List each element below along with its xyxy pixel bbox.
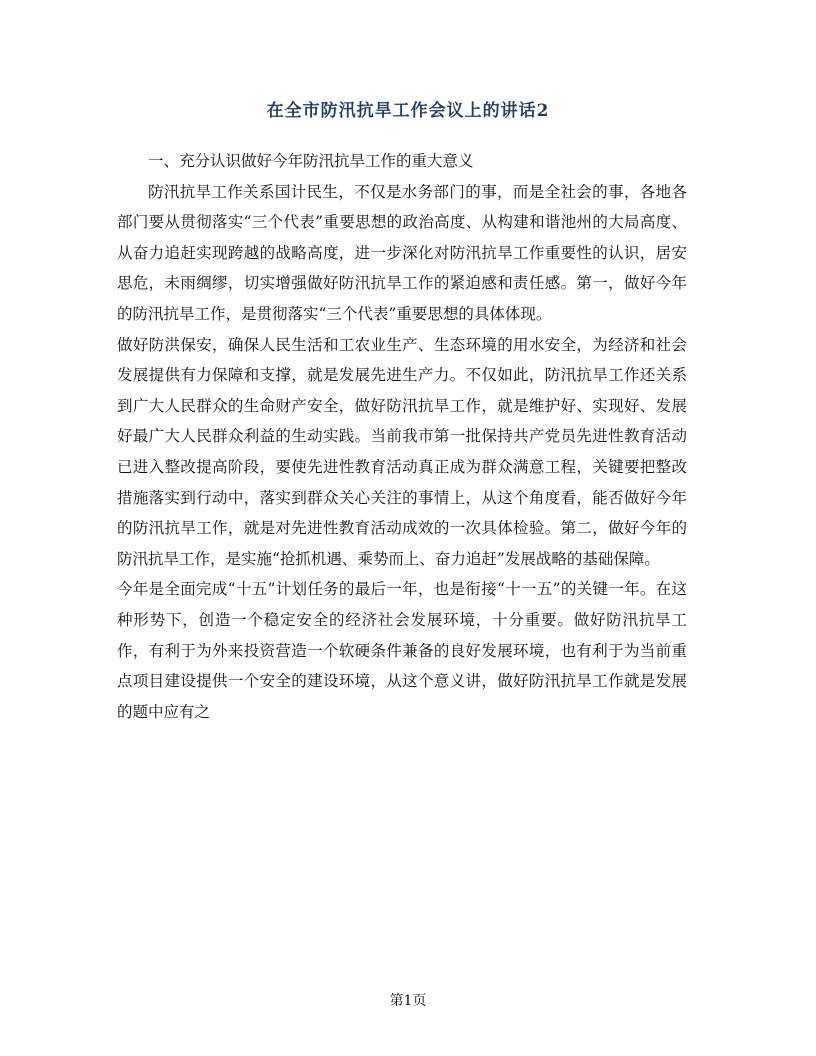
paragraph-2: 做好防洪保安，确保人民生活和工农业生产、生态环境的用水安全，为经济和社会发展提供有力保障和支撑，就是发展先进生产力。不仅如此，防汛抗旱工作还关系到广大人民群众的生命财产安全，做好防汛抗旱工作，就是维护好、实现好、发展好最广大人民群众利益的生动实践。当前我市第一批保持共产党员先进性教育活动已进入整改提高阶段，要使先进性教育活动真正成为群众满意工程，关键要把整改措施落实到行动中，落实到群众关心关注的事情上，从这个角度看，能否做好今年的防汛抗旱工作，就是对先进性教育活动成效的一次具体检验。第二，做好今年的防汛抗旱工作，是实施“抢抓机遇、乘势而上、奋力追赶”发展战略的基础保障。: [117, 335, 687, 568]
document-body: [117, 146, 687, 727]
document-title: 在全市防汛抗旱工作会议上的讲话2: [266, 101, 550, 121]
section-heading: 一、充分认识做好今年防汛抗旱工作的重大意义: [148, 152, 474, 170]
paragraph-1: 防汛抗旱工作关系国计民生，不仅是水务部门的事，而是全社会的事，各地各部门要从贯彻落实“三个代表”重要思想的政治高度、从构建和谐池州的大局高度、从奋力追赶实现跨越的战略高度，进一步深化对防汛抗旱工作重要性的认识，居安思危，未雨绸缪，切实增强做好防汛抗旱工作的紧迫感和责任感。第一，做好今年的防汛抗旱工作，是贯彻落实“三个代表”重要思想的具体体现。: [117, 182, 687, 323]
paragraph-3: 今年是全面完成“十五”计划任务的最后一年，也是衔接“十一五”的关键一年。在这种形势下，创造一个稳定安全的经济社会发展环境，十分重要。做好防汛抗旱工作，有利于为外来投资营造一个软硬条件兼备的良好发展环境，也有利于为当前重点项目建设提供一个安全的建设环境，从这个意义讲，做好防汛抗旱工作就是发展的题中应有之: [117, 580, 687, 721]
page-number: 第1页: [389, 993, 427, 1009]
